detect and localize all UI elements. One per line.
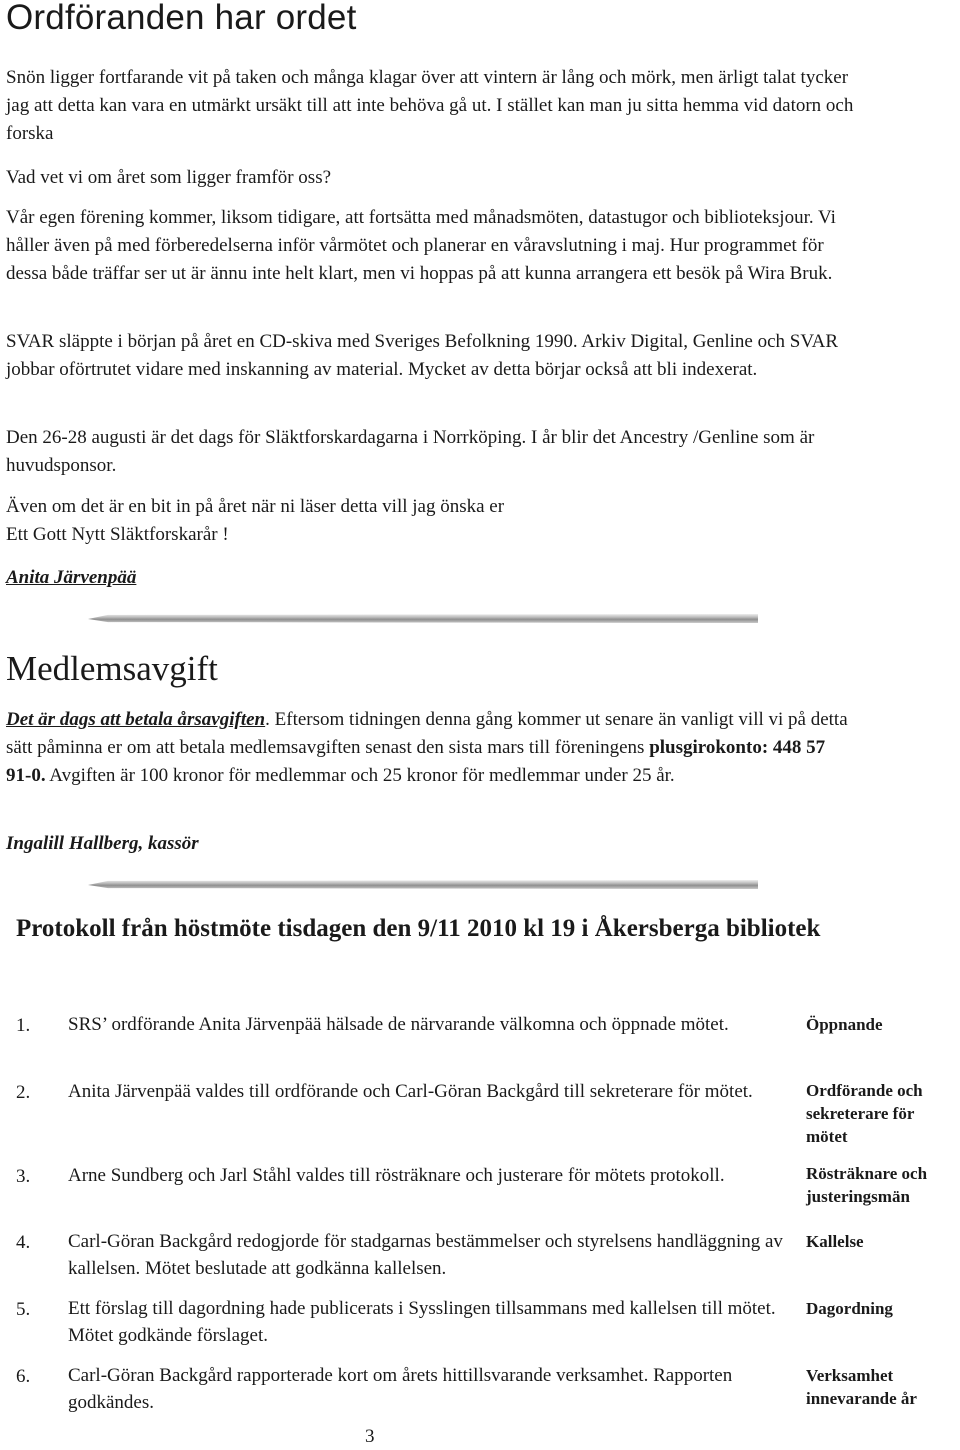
- greeting-line-2: Ett Gott Nytt Släktforskarår !: [6, 524, 229, 545]
- item-margin-label: Kallelse: [806, 1232, 864, 1251]
- fee-text-b: Avgiften är 100 kronor för medlemmar och 25 kronor för medlemmar under 25 år.: [45, 765, 675, 786]
- fee-account: plusgirokonto: 448 57 91-0.: [6, 737, 826, 786]
- fee-signature: Ingalill Hallberg, kassör: [6, 833, 199, 854]
- item-margin-label: Rösträknare och justeringsmän: [806, 1164, 928, 1206]
- chair-paragraph-4: SVAR släppte i början på året en CD-skiva med Sveriges Befolkning 1990. Arkiv Digital, Genline och SVAR jobbar oförtrutet vidare med inskanning av material. Mycket av detta börjar också att bli indexerat.: [6, 331, 839, 380]
- item-text: Carl-Göran Backgård rapporterade kort om årets hittillsvarande verksamhet. Rapporten godkändes.: [68, 1365, 733, 1413]
- item-number: 6.: [16, 1366, 31, 1387]
- protocol-heading: Protokoll från höstmöte tisdagen den 9/11 2010 kl 19 i Åkersberga bibliotek: [16, 915, 821, 942]
- item-number: 5.: [16, 1299, 31, 1320]
- item-margin-label: Ordförande och sekreterare för mötet: [806, 1081, 923, 1146]
- item-number: 4.: [16, 1232, 31, 1253]
- chair-signature: Anita Järvenpää: [6, 567, 137, 588]
- section-divider-1: [88, 614, 758, 623]
- item-number: 1.: [16, 1015, 31, 1036]
- chair-heading: Ordföranden har ordet: [6, 0, 357, 37]
- item-text: Anita Järvenpää valdes till ordförande och Carl-Göran Backgård till sekreterare för mötet.: [68, 1081, 753, 1102]
- item-text: Arne Sundberg och Jarl Ståhl valdes till rösträknare och justerare för mötets protokoll.: [68, 1165, 725, 1186]
- chair-paragraph-2: Vad vet vi om året som ligger framför oss?: [6, 167, 332, 188]
- fee-paragraph: [6, 706, 851, 790]
- chair-paragraph-6: [6, 493, 856, 549]
- item-number: 2.: [16, 1082, 31, 1103]
- item-text: Ett förslag till dagordning hade publicerats i Sysslingen tillsammans med kallelsen till mötet. Mötet godkände förslaget.: [68, 1298, 776, 1346]
- fee-heading: Medlemsavgift: [6, 649, 218, 688]
- fee-text-a: . Eftersom tidningen denna gång kommer ut senare än vanligt vill vi på detta sätt påminna er om att betala medlemsavgiften senast den sista mars till föreningens: [6, 709, 848, 758]
- item-text: Carl-Göran Backgård redogjorde för stadgarnas bestämmelser och styrelsens handläggning av kallelsen. Mötet beslutade att godkänna kallelsen.: [68, 1231, 783, 1279]
- section-divider-2: [88, 880, 758, 889]
- greeting-line-1: Även om det är en bit in på året när ni läser detta vill jag önska er: [6, 496, 505, 517]
- fee-lead: Det är dags att betala årsavgiften: [6, 709, 266, 730]
- chair-paragraph-5: Den 26-28 augusti är det dags för Släktforskardagarna i Norrköping. I år blir det Ancestry /Genline som är huvudsponsor.: [6, 427, 815, 476]
- item-margin-label: Verksamhet innevarande år: [806, 1366, 917, 1408]
- chair-paragraph-3: Vår egen förening kommer, liksom tidigare, att fortsätta med månadsmöten, datastugor och biblioteksjour. Vi håller även på med förberedelserna inför vårmötet och planerar en våravslutning i maj. Hur programmet för dessa både träffar ser ut är ännu inte helt klart, men vi hoppas på att kunna arrangera ett besök på Wira Bruk.: [6, 207, 836, 284]
- item-number: 3.: [16, 1166, 31, 1187]
- page-number: 3: [365, 1426, 375, 1447]
- item-text: SRS’ ordförande Anita Järvenpää hälsade de närvarande välkomna och öppnade mötet.: [68, 1014, 729, 1035]
- chair-paragraph-1: Snön ligger fortfarande vit på taken och många klagar över att vintern är lång och mörk, men ärligt talat tycker jag att detta kan vara en utmärkt ursäkt till att inte behöva gå ut. I stället kan man ju sitta hemma vid datorn och forska: [6, 67, 854, 144]
- item-margin-label: Öppnande: [806, 1015, 883, 1034]
- item-margin-label: Dagordning: [806, 1299, 893, 1318]
